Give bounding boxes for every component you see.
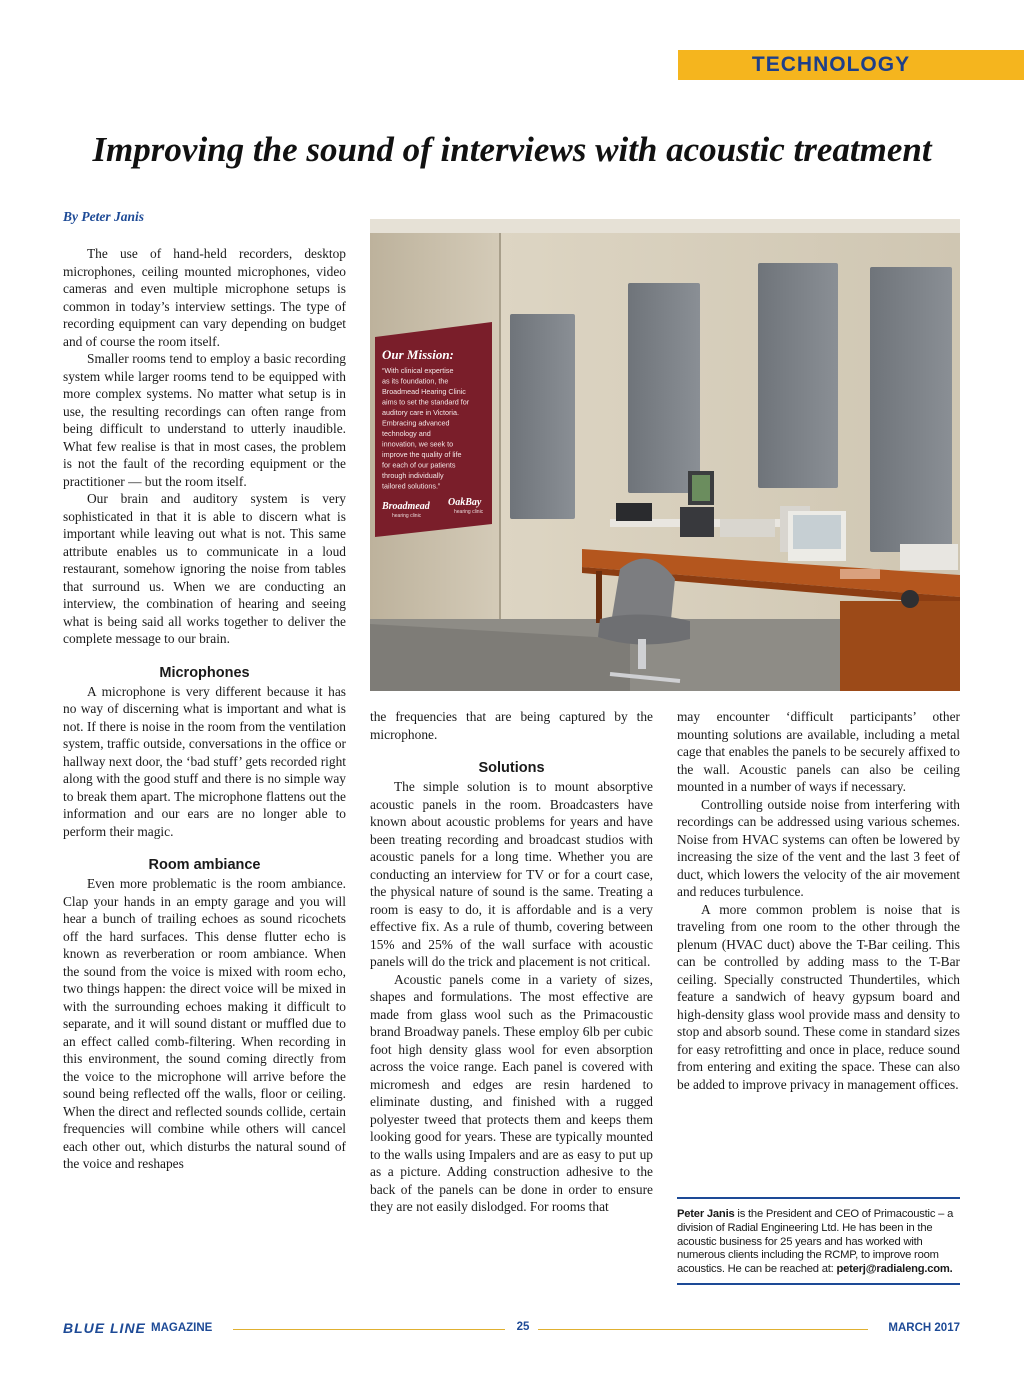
paragraph: Our brain and auditory system is very sophisticated in that it is able to discern what is important while leaving out what is not. This same attribute enables us to communicate in a loud restaurant, somehow ignoring the noise from tables that surround us. When we are conducting an interview, the combination of hearing and seeing what is being said all works together to deliver the complete message to our brain. — [63, 491, 346, 646]
sign-logo-oakbay: OakBay — [448, 497, 482, 508]
sign-line: auditory care in Victoria. — [382, 408, 459, 417]
bio-author-name: Peter Janis — [677, 1208, 735, 1220]
mission-sign — [375, 322, 492, 537]
paragraph: Controlling outside noise from interfering with recordings can be addressed using various schemes. Noise from HVAC systems can often be lowered by increasing the size of the vent and the last 3 feet of duct, which lowers the velocity of the air movement and reduces turbulence. — [677, 796, 960, 899]
sign-logo-broadmead-sub: hearing clinic — [392, 513, 422, 519]
subheading-room-ambiance: Room ambiance — [148, 857, 261, 873]
sign-line: innovation, we seek to — [382, 439, 454, 449]
footer-brand-sub: MAGAZINE — [151, 1322, 213, 1334]
article-column-1 — [63, 245, 346, 1173]
paragraph: Acoustic panels come in a variety of sizes, shapes and formulations. The most effective are made from glass wool such as the Primacoustic brand Broadway panels. These employ 6lb per cubic foot high density glass wool for even absorption across the voice range. Each panel is covered with micromesh and edges are resin hardened to eliminate dusting, and finished with a rugged polyester tweed that protects them and keeps them looking good for years. These are typically mounted to the walls using Impalers and are as easy to put up as a picture. Adding construction adhesive to the back of the panels can be done in order to ensure they are not easily dislodged. For rooms that — [370, 971, 653, 1214]
subheading-microphones: Microphones — [159, 664, 250, 681]
paragraph: A microphone is very different because it has no way of discerning what is important and what is not. If there is noise in the room from the ventilation system, traffic outside, conversations in the office or hallway next door, the ‘bad stuff’ gets recorded right along with the good stuff and there is no simple way to break them apart. The microphone flattens out the information and our ears are no longer able to perform their magic. — [63, 683, 346, 839]
sign-title: Our Mission: — [382, 347, 454, 362]
footer-rule-right — [538, 1329, 868, 1330]
sign-line: as its foundation, the — [382, 376, 449, 386]
paragraph: The simple solution is to mount absorptive acoustic panels in the room. Broadcasters have known about acoustic problems for years and have been treating recording and broadcast studios with acoustic panels for a long time. Whether you are conducting an interview for TV or for a court case, the physical nature of sound is the same. Treating a room is easy to do, it is affordable and is a very effective fix. As a rule of thumb, covering between 15% and 25% of the wall surface with acoustic panels will do the trick and placement is not critical. — [370, 779, 653, 969]
sign-line: through individually — [382, 471, 444, 480]
headline: Improving the sound of interviews with acoustic treatment — [92, 130, 932, 169]
office-photo-illustration — [370, 219, 960, 691]
bio-email[interactable]: peterj@radialeng.com. — [836, 1263, 953, 1276]
bio-divider-bottom — [677, 1283, 960, 1285]
footer-rule-left — [233, 1329, 505, 1330]
article-column-2 — [370, 708, 653, 1216]
paragraph: Smaller rooms tend to employ a basic recording system while larger rooms tend to be equipped with more complex systems. No matter what setup is in use, the resulting recordings can often range from being difficult to understand to utterly inaudible. What few realise is that in most cases, the problem is not the fault of the recording equipment or the practitioner — but the room itself. — [63, 351, 346, 489]
paragraph: may encounter ‘difficult participants’ other mounting solutions are available, including a metal cage that enables the panels to be securely affixed to the wall. Acoustic panels can also be ceiling mounted in a number of ways if necessary. — [677, 709, 960, 794]
sign-line: for each of our patients — [382, 460, 456, 470]
sign-line: “With clinical expertise — [382, 366, 454, 375]
page-number: 25 — [516, 1321, 530, 1333]
bio-text: is the President and CEO of Primacoustic – a division of Radial Engineering Ltd. He has been in the acoustic business for 25 years and has worked with numerous clients including the RCMP, to improve room acoustics. He can be reached at: — [677, 1208, 954, 1276]
issue-date: MARCH 2017 — [888, 1322, 960, 1334]
sign-line: improve the quality of life — [382, 450, 462, 459]
article-photo — [370, 219, 960, 691]
subheading-solutions: Solutions — [478, 760, 545, 776]
sign-line: aims to set the standard for — [382, 397, 470, 407]
sign-line: Embracing advanced — [382, 418, 450, 428]
sign-logo-broadmead: Broadmead — [382, 501, 430, 512]
paragraph: the frequencies that are being captured by the microphone. — [370, 709, 653, 742]
sign-line: tailored solutions.” — [382, 481, 441, 491]
paragraph: The use of hand-held recorders, desktop microphones, ceiling mounted microphones, video cameras and even multiple microphone setups is common in today’s interview settings. The type of recording equipment can vary depending on budget and of course the room itself. — [63, 246, 346, 349]
byline: By Peter Janis — [63, 209, 144, 224]
page-footer — [63, 1320, 960, 1338]
author-bio — [677, 1208, 960, 1277]
footer-brand: BLUE LINE — [63, 1320, 146, 1336]
paragraph: Even more problematic is the room ambiance. Clap your hands in an empty garage and you will hear a bunch of trailing echoes as sound ricochets off the hard surfaces. This dense flutter echo is known as reverberation or room ambiance. When the sound from the voice is mixed with room echo, two things happen: the direct voice will be mixed in with the surrounding echoes making it difficult to separate, and it will sound distant or muffled due to an effect called comb-filtering. When recording in this environment, the sound coming directly from the voice to the microphone will arrive before the sound being reflected off the walls, floor or ceiling. When the direct and reflected sounds collide, certain frequencies will combine while others will cancel each other out, which disturbs the natural sound of the voice and reshapes — [63, 876, 346, 1171]
sign-line: technology and — [382, 429, 431, 438]
sign-line: Broadmead Hearing Clinic — [382, 387, 466, 396]
bio-divider-top — [677, 1197, 960, 1199]
section-tag: TECHNOLOGY — [678, 50, 1024, 80]
sign-logo-oakbay-sub: hearing clinic — [454, 509, 484, 515]
article-column-3 — [677, 708, 960, 1093]
paragraph: A more common problem is noise that is traveling from one room to the other through the plenum (HVAC duct) above the T-Bar ceiling. This can be controlled by adding mass to the T-Bar ceiling. Specially constructed Thundertiles, which feature a sandwich of heavy gypsum board and high-density glass wool provide mass and density to stop and absorb sound. These come in standard sizes for easy retrofitting and once in place, reduce sound from entering and exiting the space. These can also be added to improve privacy in management offices. — [677, 901, 960, 1092]
